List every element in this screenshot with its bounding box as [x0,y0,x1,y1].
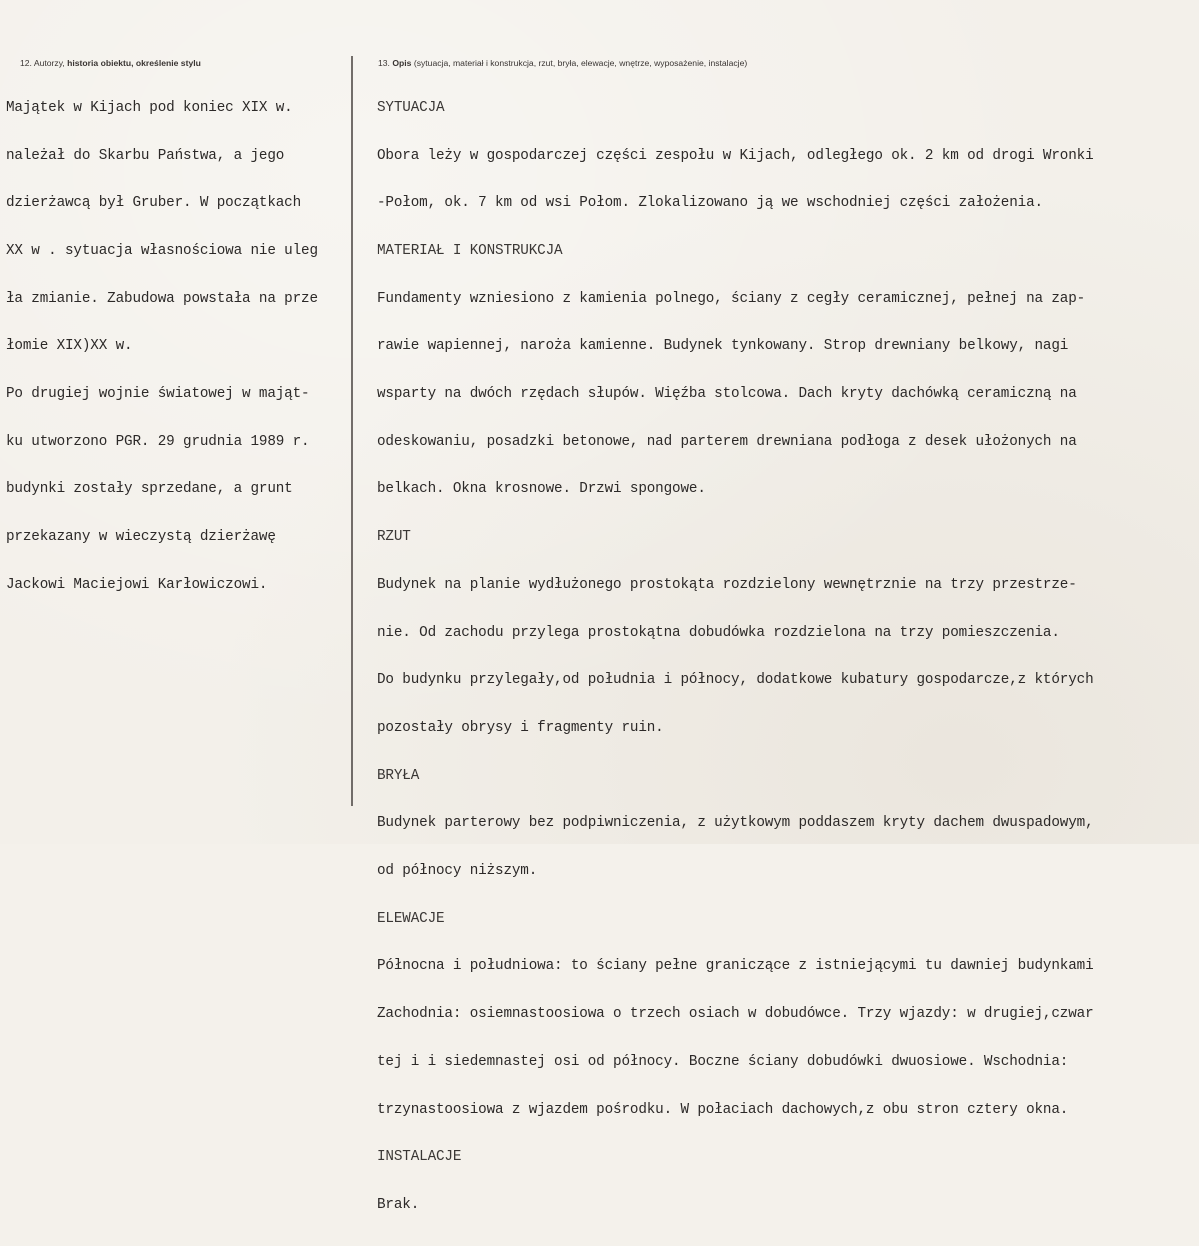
history-text [6,69,351,626]
history-line: budynki zostały sprzedane, a grunt [6,481,293,498]
field-13-label-prefix: 13. [378,58,393,68]
history-line: przekazany w wieczystą dzierżawę [6,529,276,546]
section-heading-elevations: ELEWACJE [377,910,445,927]
field-13-label-bold: Opis [392,58,412,68]
description-line: -Połom, ok. 7 km od wsi Połom. Zlokalizowano ją we wschodniej części założenia. [377,195,1043,212]
description-line: Brak. [377,1196,420,1213]
description-line: Fundamenty wzniesiono z kamienia polnego, ściany z cegły ceramicznej, pełnej na zap- [377,290,1086,307]
description-text [377,69,1199,1246]
history-line: ku utworzono PGR. 29 grudnia 1989 r. [6,433,310,450]
description-line: Północna i południowa: to ściany pełne graniczące z istniejącymi tu dawniej budynkami [377,958,1094,975]
history-line: Jackowi Maciejowi Karłowiczowi. [6,576,268,593]
description-line: trzynastoosiowa z wjazdem pośrodku. W połaciach dachowych,z obu stron cztery okna. [377,1101,1069,1118]
description-line: tej i i siedemnastej osi od północy. Boczne ściany dobudówki dwuosiowe. Wschodnia: [377,1053,1069,1070]
description-line: odeskowaniu, posadzki betonowe, nad parterem drewniana podłoga z desek ułożonych na [377,433,1077,450]
description-line: Do budynku przylegały,od południa i północy, dodatkowe kubatury gospodarcze,z których [377,672,1094,689]
description-line: Obora leży w gospodarczej części zespołu w Kijach, odległego ok. 2 km od drogi Wronki [377,147,1094,164]
history-line: należał do Skarbu Państwa, a jego [6,147,285,164]
section-heading-material: MATERIAŁ I KONSTRUKCJA [377,242,563,259]
history-line: Majątek w Kijach pod koniec XIX w. [6,99,293,116]
description-line: rawie wapiennej, naroża kamienne. Budynek tynkowany. Strop drewniany belkowy, nagi [377,338,1069,355]
section-heading-massing: BRYŁA [377,767,420,784]
description-line: nie. Od zachodu przylega prostokątna dobudówka rozdzielona na trzy pomieszczenia. [377,624,1060,641]
description-line: Budynek parterowy bez podpiwniczenia, z użytkowym poddaszem kryty dachem dwuspadowym, [377,815,1094,832]
field-13-label-rest: (sytuacja, materiał i konstrukcja, rzut, bryła, elewacje, wnętrze, wyposażenie, instalacje) [411,58,748,68]
field-12-label-bold: historia obiektu, określenie stylu [67,58,201,68]
history-line: Po drugiej wojnie światowej w mająt- [6,386,310,403]
field-13-label [378,58,747,68]
description-line: Budynek na planie wydłużonego prostokąta rozdzielony wewnętrznie na trzy przestrze- [377,576,1077,593]
description-line: Zachodnia: osiemnastoosiowa o trzech osiach w dobudówce. Trzy wjazdy: w drugiej,czwar [377,1006,1094,1023]
column-divider [351,56,353,806]
description-line: od północy niższym. [377,863,538,880]
description-line: wsparty na dwóch rzędach słupów. Więźba stolcowa. Dach kryty dachówką ceramiczną na [377,386,1077,403]
history-line: dzierżawcą był Gruber. W początkach [6,195,302,212]
description-line: pozostały obrysy i fragmenty ruin. [377,719,664,736]
section-heading-installations: INSTALACJE [377,1149,462,1166]
section-heading-situation: SYTUACJA [377,99,445,116]
history-line: XX w . sytuacja własnościowa nie uleg [6,242,318,259]
field-12-label-prefix: 12. Autorzy, [20,58,68,68]
description-line: belkach. Okna krosnowe. Drzwi spongowe. [377,481,706,498]
history-line: łomie XIX)XX w. [6,338,133,355]
field-12-label [20,58,201,68]
history-line: ła zmianie. Zabudowa powstała na prze [6,290,318,307]
section-heading-plan: RZUT [377,529,411,546]
